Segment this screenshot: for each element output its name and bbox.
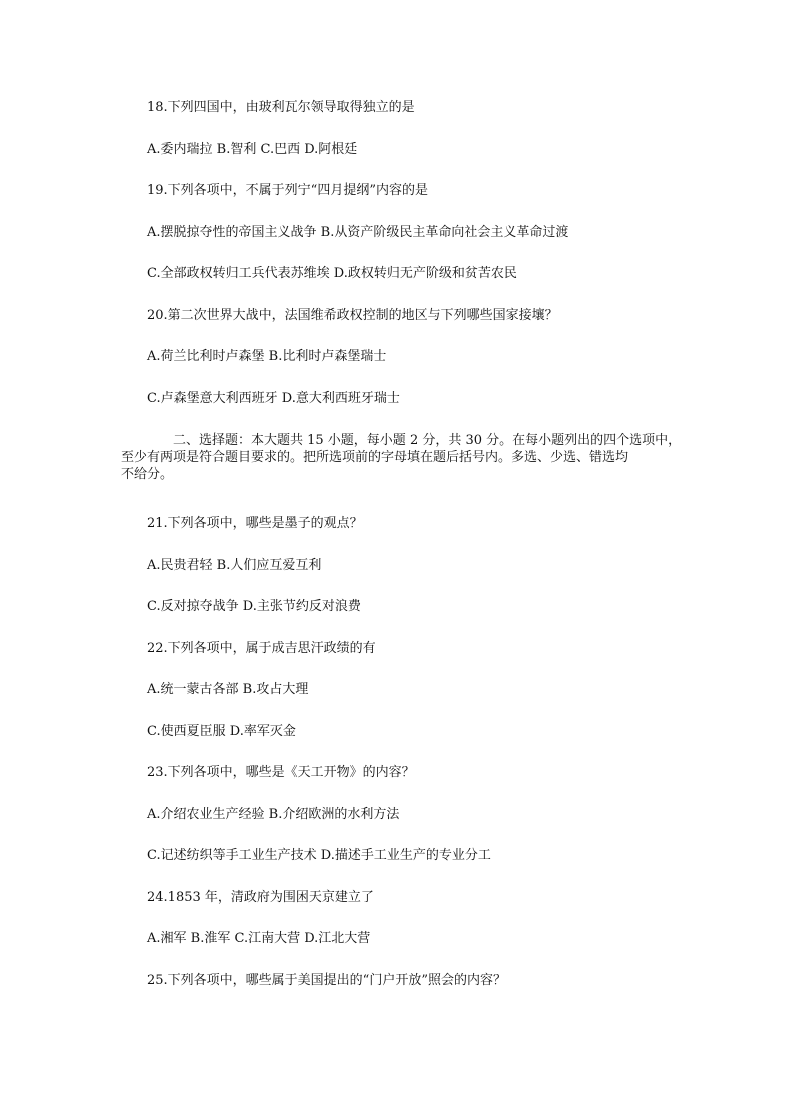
question-23: 23.下列各项中，哪些是《天工开物》的内容？ [147,765,415,780]
question-21: 21.下列各项中，哪些是墨子的观点？ [147,516,363,531]
question-18-options: A.委内瑞拉 B.智利 C.巴西 D.阿根廷 [147,142,358,157]
section-instructions-line-2: 至少有两项是符合题目要求的。把所选项前的字母填在题后括号内。多选、少选、错选均 [121,450,629,465]
section-instructions-line-1: 二、选择题：本大题共 15 小题，每小题 2 分，共 30 分。在每小题列出的四个选项中， [173,433,682,448]
question-20-options-cd: C.卢森堡意大利西班牙 D.意大利西班牙瑞士 [147,391,400,406]
section-instructions-line-3: 不给分。 [121,467,174,482]
question-21-options-ab: A.民贵君轻 B.人们应互爱互利 [147,558,322,573]
question-19-options-cd: C.全部政权转归工兵代表苏维埃 D.政权转归无产阶级和贫苦农民 [147,266,517,281]
question-23-options-cd: C.记述纺织等手工业生产技术 D.描述手工业生产的专业分工 [147,848,491,863]
question-22: 22.下列各项中，属于成吉思汗政绩的有 [147,641,376,656]
question-20-options-ab: A.荷兰比利时卢森堡 B.比利时卢森堡瑞士 [147,349,387,364]
question-18: 18.下列四国中，由玻利瓦尔领导取得独立的是 [147,100,415,115]
section-instructions [121,432,682,483]
question-22-options-cd: C.使西夏臣服 D.率军灭金 [147,724,296,739]
question-19: 19.下列各项中，不属于列宁“四月提纲”内容的是 [147,183,428,198]
question-19-options-ab: A.摆脱掠夺性的帝国主义战争 B.从资产阶级民主革命向社会主义革命过渡 [147,225,569,240]
question-21-options-cd: C.反对掠夺战争 D.主张节约反对浪费 [147,599,361,614]
question-24: 24.1853 年，清政府为围困天京建立了 [147,890,374,905]
question-20: 20.第二次世界大战中，法国维希政权控制的地区与下列哪些国家接壤？ [147,308,558,323]
question-25: 25.下列各项中，哪些属于美国提出的“门户开放”照会的内容？ [147,973,506,988]
question-23-options-ab: A.介绍农业生产经验 B.介绍欧洲的水利方法 [147,807,400,822]
question-24-options: A.湘军 B.淮军 C.江南大营 D.江北大营 [147,931,371,946]
question-22-options-ab: A.统一蒙古各部 B.攻占大理 [147,682,309,697]
